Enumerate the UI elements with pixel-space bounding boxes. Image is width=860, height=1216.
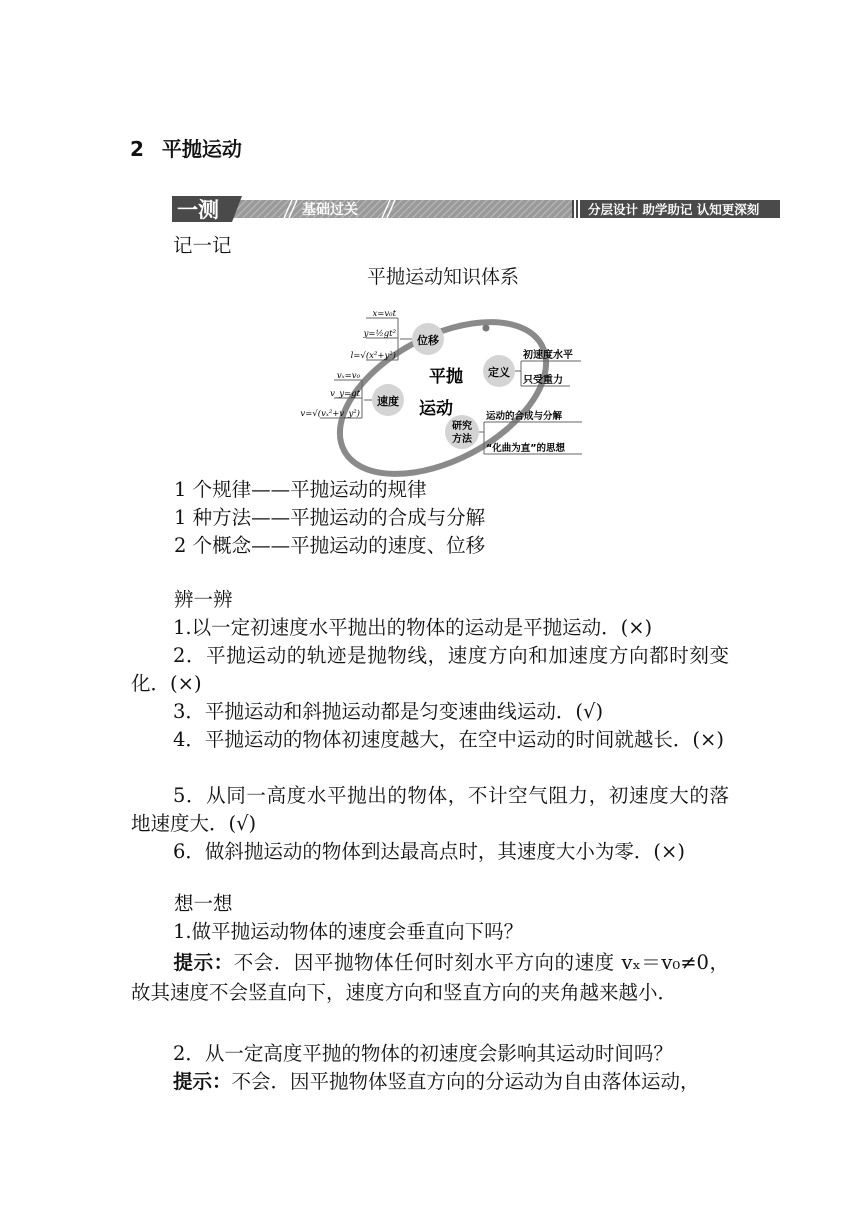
def-item-2: 只受重力 [523, 375, 563, 386]
banner-slogan: 分层设计 助学助记 认知更深刻 [588, 202, 760, 217]
hint-label-1: 提示： [173, 951, 234, 974]
judge-item-1: 1.以一定初速度水平抛出的物体的运动是平抛运动．(×) [173, 616, 653, 639]
diagram-title: 平抛运动知识体系 [367, 266, 520, 288]
bian-label: 辨一辨 [174, 588, 233, 611]
judge-item-6: 6．做斜抛运动的物体到达最高点时，其速度大小为零．(×) [173, 840, 685, 863]
node-method-1: 研究 [452, 421, 472, 432]
node-displacement: 位移 [417, 334, 439, 347]
disp-formula-1: x=v₀t [372, 309, 396, 319]
summary-line-1: 1 个规律——平抛运动的规律 [174, 478, 427, 501]
node-method-2: 方法 [452, 434, 472, 445]
vel-formula-3: v=√(vₓ²+v_y²) [300, 409, 360, 419]
section-title: 平抛运动 [161, 137, 242, 161]
judge-item-4: 4．平抛运动的物体初速度越大，在空中运动的时间就越长．(×) [173, 728, 724, 751]
method-item-2: “化曲为直”的思想 [486, 443, 565, 454]
vel-formula-1: vₓ=v₀ [336, 371, 360, 381]
ji-label: 记一记 [173, 234, 232, 257]
def-item-1: 初速度水平 [523, 350, 573, 361]
hint-label-2: 提示： [173, 1070, 232, 1093]
section-heading [130, 133, 242, 162]
summary-line-3: 2 个概念——平抛运动的速度、位移 [174, 534, 486, 557]
think-question-2: 2．从一定高度平抛的物体的初速度会影响其运动时间吗？ [173, 1042, 673, 1065]
banner-section: 基础过关 [302, 202, 358, 218]
section-banner [172, 196, 780, 222]
summary-line-2: 1 种方法——平抛运动的合成与分解 [174, 506, 486, 529]
banner-badge: 一测 [177, 198, 219, 222]
vel-formula-2: v_y=gt [330, 389, 360, 399]
think-answer-2: 提示：不会．因平抛物体竖直方向的分运动为自由落体运动， [173, 1070, 700, 1093]
xiang-label: 想一想 [174, 892, 233, 915]
disp-formula-3: l=√(x²+y²) [350, 351, 396, 361]
disp-formula-2: y=½gt² [363, 329, 396, 339]
center-line1: 平抛 [429, 367, 463, 387]
judge-item-5: 5．从同一高度水平抛出的物体，不计空气阻力，初速度大的落地速度大．(√) [131, 784, 729, 835]
node-definition: 定义 [488, 366, 510, 379]
judge-item-2: 2．平抛运动的轨迹是抛物线，速度方向和加速度方向都时刻变化．(×) [131, 644, 729, 695]
node-velocity: 速度 [377, 395, 399, 408]
knowledge-diagram [300, 306, 588, 472]
center-line2: 运动 [419, 399, 453, 419]
section-number: 2 [130, 137, 144, 161]
think-answer-1: 提示：不会．因平抛物体任何时刻水平方向的速度 vₓ＝v₀≠0，故其速度不会竖直向下，速度方向和竖直方向的夹角越来越小． [131, 951, 729, 1004]
judge-item-3: 3．平抛运动和斜抛运动都是匀变速曲线运动．(√) [173, 700, 604, 723]
think-question-1: 1.做平抛运动物体的速度会垂直向下吗？ [173, 920, 524, 943]
orbit-dot [483, 325, 490, 332]
method-item-1: 运动的合成与分解 [486, 411, 563, 422]
